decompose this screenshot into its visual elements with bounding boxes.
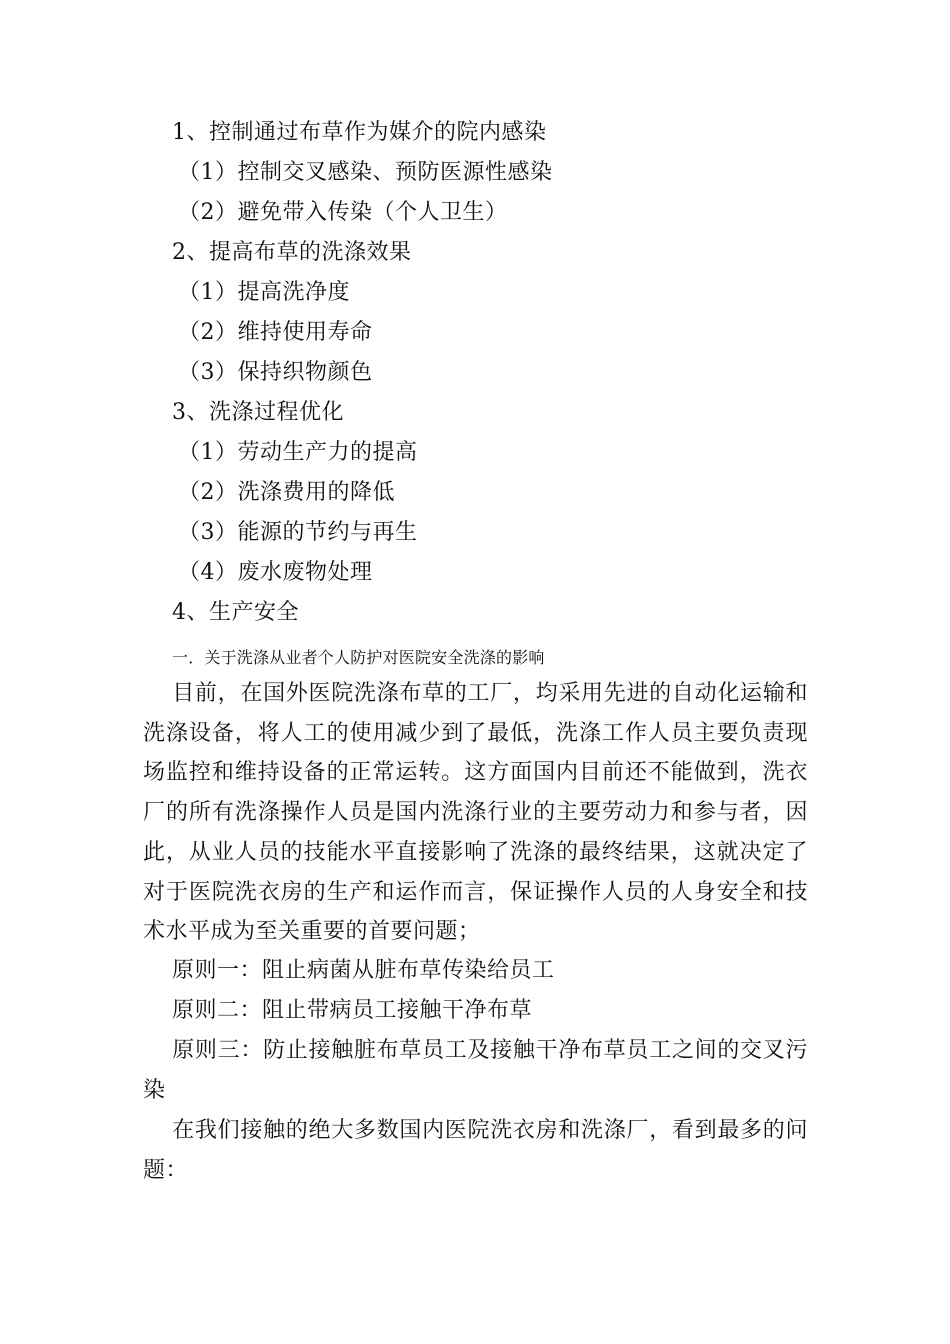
list-subitem-2-2: （2）维持使用寿命 <box>178 320 373 345</box>
list-subitem-2-3: （3）保持织物颜色 <box>178 360 373 385</box>
list-item-4: 4、生产安全 <box>172 600 299 625</box>
paragraph-1-text: 目前，在国外医院洗涤布草的工厂，均采用先进的自动化运输和洗涤设备，将人工的使用减少到了最低，洗涤工作人员主要负责现场监控和维持设备的正常运转。这方面国内目前还不能做到，洗衣厂的所有洗涤操作人员是国内洗涤行业的主要劳动力和参与者，因此，从业人员的技能水平直接影响了洗涤的最终结果，这就决定了对于医院洗衣房的生产和运作而言，保证操作人员的人身安全和技术水平成为至关重要的首要问题； <box>143 681 808 945</box>
list-subitem-3-2: （2）洗涤费用的降低 <box>178 480 395 505</box>
list-item-1: 1、控制通过布草作为媒介的院内感染 <box>172 120 547 145</box>
paragraph-2-text: 在我们接触的绝大多数国内医院洗衣房和洗涤厂，看到最多的问题： <box>143 1118 808 1183</box>
section-heading: 一．关于洗涤从业者个人防护对医院安全洗涤的影响 <box>172 648 545 667</box>
paragraph-1 <box>143 674 808 952</box>
list-subitem-3-4: （4）废水废物处理 <box>178 560 373 585</box>
principle-3 <box>143 1031 808 1110</box>
list-item-2: 2、提高布草的洗涤效果 <box>172 240 412 265</box>
list-item-3: 3、洗涤过程优化 <box>172 400 344 425</box>
list-subitem-1-2: （2）避免带入传染（个人卫生） <box>178 200 508 225</box>
paragraph-2 <box>143 1111 808 1190</box>
principle-1: 原则一：阻止病菌从脏布草传染给员工 <box>172 958 555 983</box>
principle-2: 原则二：阻止带病员工接触干净布草 <box>172 998 533 1023</box>
list-subitem-3-1: （1）劳动生产力的提高 <box>178 440 418 465</box>
list-subitem-1-1: （1）控制交叉感染、预防医源性感染 <box>178 160 553 185</box>
list-subitem-2-1: （1）提高洗净度 <box>178 280 350 305</box>
principle-3-text: 原则三：防止接触脏布草员工及接触干净布草员工之间的交叉污染 <box>143 1038 808 1103</box>
list-subitem-3-3: （3）能源的节约与再生 <box>178 520 418 545</box>
